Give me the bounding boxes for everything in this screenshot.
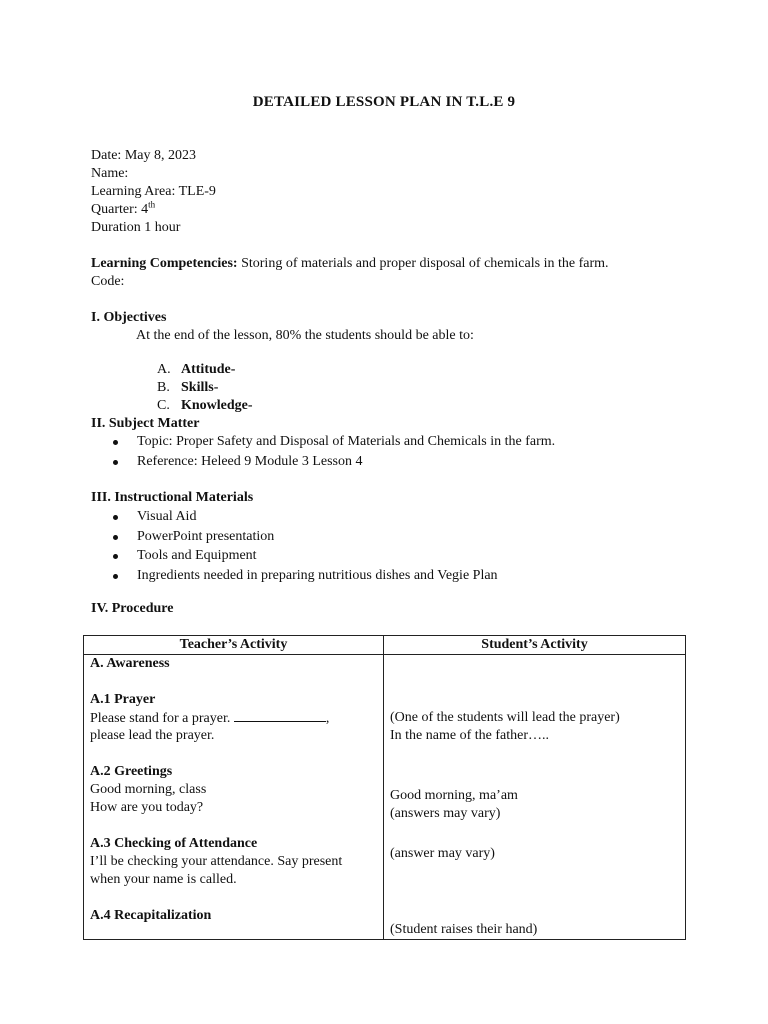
- competencies-label: Learning Competencies:: [91, 256, 238, 271]
- prayer-instruction-text: Please stand for a prayer.: [90, 711, 234, 726]
- list-item: PowerPoint presentation: [91, 528, 498, 548]
- subject-matter-list: [91, 433, 555, 472]
- date-line: Date: May 8, 2023: [91, 148, 196, 163]
- objectives-section: [91, 309, 474, 345]
- procedure-heading: IV. Procedure: [91, 601, 174, 616]
- instructional-materials-heading: III. Instructional Materials: [91, 490, 254, 505]
- subject-matter-heading: II. Subject Matter: [91, 416, 200, 431]
- student-recap-line-1: (Student raises their hand): [390, 922, 538, 937]
- student-attendance-line-1: (answer may vary): [390, 846, 495, 861]
- table-row: [84, 655, 686, 940]
- objective-letter: B.: [157, 380, 170, 395]
- greetings-line-1: Good morning, class: [90, 782, 207, 797]
- recap-heading: A.4 Recapitalization: [90, 908, 212, 923]
- instructional-materials-section: [91, 489, 498, 586]
- objectives-list: [157, 361, 253, 415]
- list-item: Topic: Proper Safety and Disposal of Materials and Chemicals in the farm.: [91, 433, 555, 453]
- attendance-line-2: when your name is called.: [90, 872, 237, 887]
- objective-label: Attitude-: [181, 362, 236, 377]
- list-item: Visual Aid: [91, 508, 498, 528]
- objective-item-knowledge: [157, 397, 253, 415]
- procedure-section: [91, 600, 173, 618]
- quarter-label: Quarter: 4: [91, 202, 149, 217]
- objectives-intro: At the end of the lesson, 80% the students should be able to:: [136, 328, 474, 343]
- teacher-activity-cell: [84, 655, 384, 940]
- greetings-heading: A.2 Greetings: [90, 764, 173, 779]
- greetings-line-2: How are you today?: [90, 800, 204, 815]
- procedure-table: [83, 635, 686, 940]
- attendance-line-1: I’ll be checking your attendance. Say present: [90, 854, 343, 869]
- prayer-instruction-comma: ,: [325, 711, 330, 726]
- attendance-heading: A.3 Checking of Attendance: [90, 836, 258, 851]
- prayer-instruction: [90, 709, 377, 727]
- student-activity-header: Student’s Activity: [384, 636, 686, 655]
- student-greetings-line-2: (answers may vary): [390, 806, 501, 821]
- document-title: DETAILED LESSON PLAN IN T.L.E 9: [252, 94, 516, 110]
- objectives-heading: I. Objectives: [91, 310, 167, 325]
- learning-area-line: Learning Area: TLE-9: [91, 184, 216, 199]
- subject-matter-section: [91, 415, 555, 472]
- name-line: Name:: [91, 166, 129, 181]
- objective-letter: C.: [157, 398, 170, 413]
- competencies-text: Storing of materials and proper disposal of chemicals in the farm.: [237, 256, 609, 271]
- code-line: Code:: [91, 274, 125, 289]
- awareness-heading: A. Awareness: [90, 656, 170, 671]
- table-header-row: [84, 636, 686, 655]
- list-item: Tools and Equipment: [91, 547, 498, 567]
- list-item: Ingredients needed in preparing nutritious dishes and Vegie Plan: [91, 567, 498, 587]
- prayer-instruction-2: please lead the prayer.: [90, 728, 215, 743]
- competencies-line: [91, 255, 609, 273]
- list-item: Reference: Heleed 9 Module 3 Lesson 4: [91, 453, 555, 473]
- objective-item-attitude: [157, 361, 253, 379]
- student-activity-cell: [384, 655, 686, 940]
- objective-letter: A.: [157, 362, 171, 377]
- teacher-activity-header: Teacher’s Activity: [84, 636, 384, 655]
- competencies-section: [91, 255, 609, 291]
- quarter-line: [91, 201, 216, 219]
- objective-item-skills: [157, 379, 253, 397]
- name-blank: [234, 709, 326, 722]
- objective-label: Skills-: [181, 380, 219, 395]
- instructional-materials-list: [91, 508, 498, 586]
- quarter-superscript: th: [148, 199, 156, 210]
- prayer-heading: A.1 Prayer: [90, 692, 156, 707]
- student-prayer-line-1: (One of the students will lead the prayer): [390, 710, 620, 725]
- header-info: [91, 147, 216, 237]
- student-greetings-line-1: Good morning, ma’am: [390, 788, 518, 803]
- student-prayer-line-2: In the name of the father…..: [390, 728, 549, 743]
- objective-label: Knowledge-: [181, 398, 253, 413]
- duration-line: Duration 1 hour: [91, 220, 181, 235]
